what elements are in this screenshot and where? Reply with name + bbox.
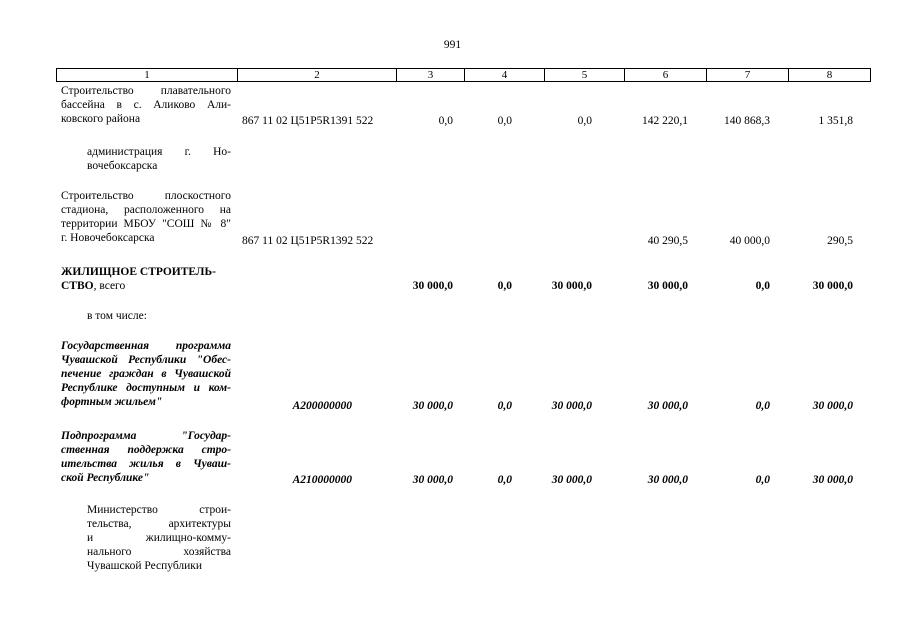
column-header-3: 3 [396,68,464,82]
row-value-col7: 140 868,3 [724,115,770,127]
row-value-col3: 0,0 [438,115,453,127]
row-value-col4: 0,0 [497,474,512,486]
page-number: 991 [443,39,462,51]
column-header-4: 4 [464,68,544,82]
row-description: Министерство строи- тельства, архитектуры и жилищно-комму- нального хозяйства Чувашской Республики [87,504,231,572]
row-value-col8: 290,5 [827,235,853,247]
row-value-col6: 30 000,0 [647,474,688,486]
row-value-col6: 30 000,0 [647,400,688,412]
row-value-col6: 40 290,5 [647,235,688,247]
row-description: в том числе: [87,310,147,322]
column-header-7: 7 [706,68,788,82]
row-value-col3: 30 000,0 [412,474,453,486]
column-header-2: 2 [237,68,396,82]
row-value-col6: 142 220,1 [642,115,688,127]
row-code: 867 11 02 Ц51Р5R1392 522 [242,235,374,247]
row-code: 867 11 02 Ц51Р5R1391 522 [242,115,374,127]
row-description: Подпрограмма "Государ- ственная поддержка стро- ительства жилья в Чуваш- ской Республике" [61,430,231,484]
row-description: ЖИЛИЩНОЕ СТРОИТЕЛЬ- СТВО, всего [61,266,216,292]
row-description: администрация г. Но- вочебоксарска [87,146,231,172]
column-header-6: 6 [624,68,706,82]
row-description: Строительство плавательного бассейна в с. Аликово Али- ковского района [61,85,231,125]
row-value-col7: 0,0 [755,280,770,292]
row-value-col7: 0,0 [755,474,770,486]
row-value-col5: 0,0 [577,115,592,127]
row-code: А210000000 [292,474,352,486]
row-description: Государственная программа Чувашской Республики "Обес- печение граждан в Чувашской Республике доступным и ком- фортным жильем" [61,340,231,408]
row-code: А200000000 [292,400,352,412]
row-value-col5: 30 000,0 [551,474,592,486]
column-header-5: 5 [544,68,624,82]
row-value-col8: 1 351,8 [818,115,853,127]
row-value-col5: 30 000,0 [551,280,592,292]
row-value-col8: 30 000,0 [812,474,853,486]
row-value-col7: 40 000,0 [729,235,770,247]
row-value-col4: 0,0 [497,115,512,127]
row-value-col8: 30 000,0 [812,280,853,292]
row-value-col6: 30 000,0 [647,280,688,292]
column-header-1: 1 [56,68,237,82]
column-header-8: 8 [788,68,871,82]
row-value-col8: 30 000,0 [812,400,853,412]
row-description: Строительство плоскостного стадиона, расположенного на территории МБОУ "СОШ № 8" г. Новочебоксарска [61,190,231,244]
row-value-col5: 30 000,0 [551,400,592,412]
row-value-col7: 0,0 [755,400,770,412]
row-value-col3: 30 000,0 [412,280,453,292]
row-value-col4: 0,0 [497,280,512,292]
row-value-col3: 30 000,0 [412,400,453,412]
row-value-col4: 0,0 [497,400,512,412]
